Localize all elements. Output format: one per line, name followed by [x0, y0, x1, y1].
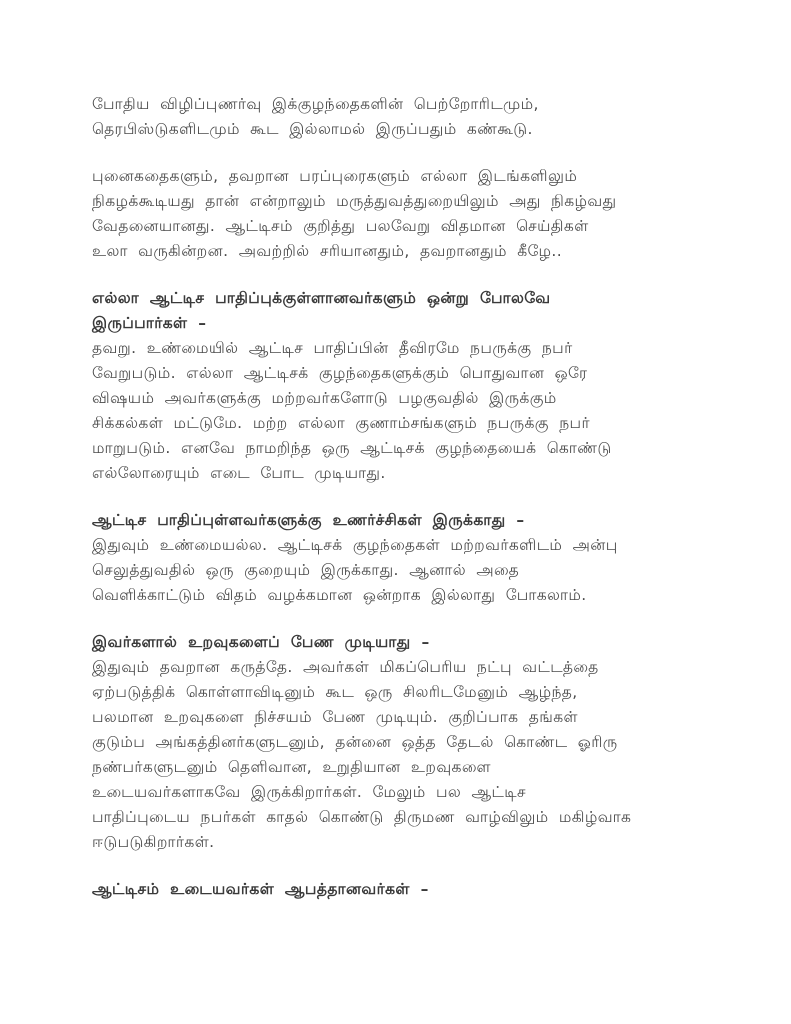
- myth-heading-all-same: எல்லா ஆட்டிச பாதிப்புக்குள்ளானவர்களும் ஒன்று போலவே இருப்பார்கள் –: [92, 289, 551, 332]
- myth-body-no-emotions: இதுவும் உண்மையல்ல. ஆட்டிசக் குழந்தைகள் மற்றவர்களிடம் அன்பு செலுத்துவதில் ஒரு குறையும் இருக்காது. ஆனால் அதை வெளிக்காட்டும் விதம் வழக்கமான ஒன்றாக இல்லாது போகலாம்.: [92, 536, 618, 604]
- myth-heading-no-emotions: ஆட்டிச பாதிப்புள்ளவர்களுக்கு உணர்ச்சிகள் இருக்காது –: [92, 511, 525, 529]
- myth-body-relationships: இதுவும் தவறான கருத்தே. அவர்கள் மிகப்பெரிய நட்பு வட்டத்தை ஏற்படுத்திக் கொள்ளாவிடினும் கூட ஒரு சிலரிடமேனும் ஆழ்ந்த, பலமான உறவுகளை நிச்சயம் பேண முடியும். குறிப்பாக தங்கள் குடும்ப அங்கத்தினர்களுடனும், தன்னை ஒத்த தேடல் கொண்ட ஓரிரு நண்பர்களுடனும் தெளிவான, உறுதியான உறவுகளை உடையவர்களாகவே இருக்கிறார்கள். மேலும் பல ஆட்டிச பாதிப்புடைய நபர்கள் காதல் கொண்டு திருமண வாழ்விலும் மகிழ்வாக ஈடுபடுகிறார்கள்.: [92, 658, 632, 851]
- paragraph-intro-end: போதிய விழிப்புணர்வு இக்குழந்தைகளின் பெற்றோரிடமும், தெரபிஸ்டுகளிடமும் கூட இல்லாமல் இருப்பதும் கண்கூடு.: [92, 95, 539, 138]
- paragraph-misinformation: புனைகதைகளும், தவறான பரப்புரைகளும் எல்லா இடங்களிலும் நிகழக்கூடியது தான் என்றாலும் மருத்துவத்துறையிலும் அது நிகழ்வது வேதனையானது. ஆட்டிசம் குறித்து பலவேறு விதமான செய்திகள் உலா வருகின்றன. அவற்றில் சரியானதும், தவறானதும் கீழே..: [92, 167, 617, 260]
- myth-body-all-same: தவறு. உண்மையில் ஆட்டிச பாதிப்பின் தீவிரமே நபருக்கு நபர் வேறுபடும். எல்லா ஆட்டிசக் குழந்தைகளுக்கும் பொதுவான ஒரே விஷயம் அவர்களுக்கு மற்றவர்களோடு பழகுவதில் இருக்கும் சிக்கல்கள் மட்டுமே. மற்ற எல்லா குணாம்சங்களும் நபருக்கு நபர் மாறுபடும். எனவே நாமறிந்த ஒரு ஆட்டிசக் குழந்தையைக் கொண்டு எல்லோரையும் எடை போட முடியாது.: [92, 339, 612, 482]
- myth-heading-dangerous: ஆட்டிசம் உடையவர்கள் ஆபத்தானவர்கள் –: [92, 880, 429, 898]
- myth-heading-relationships: இவர்களால் உறவுகளைப் பேண முடியாது –: [92, 633, 430, 651]
